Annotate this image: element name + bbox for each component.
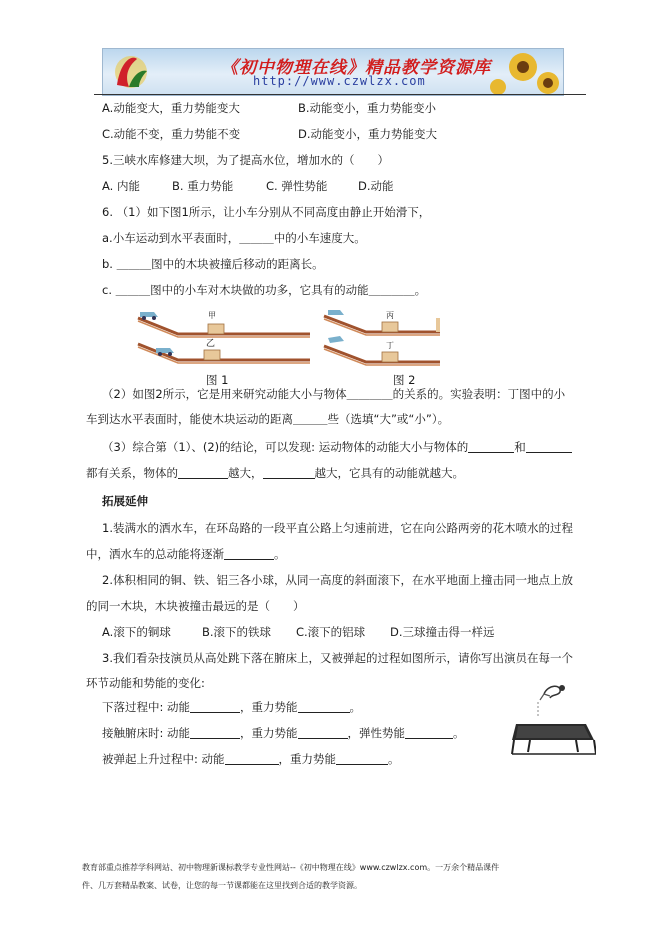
ramp-figure xyxy=(130,304,450,376)
q6-part3-text-a: （3）综合第（1）、(2)的结论，可以发现: 运动物体的动能大小与物体的 xyxy=(102,440,469,454)
q6-part2-line2: 车到达水平表面时，能使木块运动的距离＿＿＿些（选填“大”或“小”）。 xyxy=(86,412,450,426)
ext2-option-c: C.滚下的铝球 xyxy=(296,625,366,639)
ext1-period: 。 xyxy=(274,547,286,561)
q5-stem: 5.三峡水库修建大坝，为了提高水位，增加水的（ ） xyxy=(102,153,389,167)
q5-option-a: A. 内能 xyxy=(102,179,140,193)
q6-part3-text-c: 越大， xyxy=(228,466,263,480)
q6-part-b: b. ＿＿＿图中的木块被撞后移动的距离长。 xyxy=(102,257,324,271)
ext3-row-rise xyxy=(102,751,400,767)
ext3-row-fall xyxy=(102,699,361,715)
q5-option-b: B. 重力势能 xyxy=(172,179,234,193)
ext2-line1: 2.体积相同的铜、铁、铝三各小球，从同一高度的斜面滚下，在水平地面上撞击同一地点上放 xyxy=(102,573,573,587)
answer-blank[interactable] xyxy=(468,440,514,453)
q6-part2-line1: （2）如图2所示，它是用来研究动能大小与物体＿＿＿＿的关系的。实验表明：丁图中的小 xyxy=(102,387,566,401)
answer-blank[interactable] xyxy=(190,700,240,713)
trampoline-illustration xyxy=(510,682,596,762)
ramp-yi xyxy=(138,344,310,363)
q4-option-b: B.动能变小，重力势能变小 xyxy=(298,101,437,115)
header-divider xyxy=(94,94,586,95)
banner-title: 《初中物理在线》精品教学资源库 xyxy=(221,58,491,78)
answer-blank[interactable] xyxy=(190,726,240,739)
q5-option-d: D.动能 xyxy=(358,179,394,193)
q4-option-c: C.动能不变，重力势能不变 xyxy=(102,127,241,141)
ext3-row3-period: 。 xyxy=(388,752,400,766)
footer-line1: 教育部重点推荐学科网站、初中物理新课标教学专业性网站--《初中物理在线》www.czwlzx.com。一万余个精品课件 xyxy=(82,863,500,872)
fig-label-bing: 丙 xyxy=(386,311,394,320)
ext1-text: 中，洒水车的总动能将逐渐 xyxy=(86,547,224,561)
answer-blank[interactable] xyxy=(336,752,388,765)
answer-blank[interactable] xyxy=(405,726,453,739)
section-title: 拓展延伸 xyxy=(102,494,148,508)
header-banner xyxy=(102,48,564,96)
ext3-line1: 3.我们看杂技演员从高处跳下落在腑床上，又被弹起的过程如图所示，请你写出演员在每一个 xyxy=(102,651,573,665)
ext3-line2: 环节动能和势能的变化: xyxy=(86,676,205,690)
ext3-row2-label: 接触腑床时: 动能 xyxy=(102,726,191,740)
fig-label-yi: 乙 xyxy=(206,339,216,349)
ext3-row2-mid: ，重力势能 xyxy=(240,726,298,740)
q5-option-c: C. 弹性势能 xyxy=(266,179,328,193)
fig2-caption: 图 2 xyxy=(393,373,416,387)
banner-url: http://www.czwlzx.com xyxy=(253,74,426,88)
ext2-option-b: B.滚下的铁球 xyxy=(202,625,272,639)
answer-blank[interactable] xyxy=(298,726,348,739)
answer-blank[interactable] xyxy=(224,547,274,560)
ext3-row3-mid: ，重力势能 xyxy=(278,752,337,766)
q4-option-a: A.动能变大，重力势能变大 xyxy=(102,101,240,115)
fig1-caption: 图 1 xyxy=(206,373,229,387)
ext2-option-d: D.三球撞击得一样远 xyxy=(390,625,495,639)
q6-part3-text-d: 越大，它具有的动能就越大。 xyxy=(314,466,464,480)
ext3-row2-mid2: ，弹性势能 xyxy=(347,726,406,740)
ext3-row1-mid: ，重力势能 xyxy=(240,700,298,714)
q6-part3-line2 xyxy=(86,465,464,481)
q6-part-c: c. ＿＿＿图中的小车对木块做的功多，它具有的动能＿＿＿＿。 xyxy=(102,283,427,297)
ramp-jia xyxy=(138,312,310,337)
q6-part-a: a.小车运动到水平表面时，＿＿＿中的小车速度大。 xyxy=(102,231,366,245)
ext1-line1: 1.装满水的洒水车，在环岛路的一段平直公路上匀速前进，它在向公路两旁的花木喷水的过程 xyxy=(102,521,573,535)
answer-blank[interactable] xyxy=(298,700,350,713)
answer-blank[interactable] xyxy=(178,466,228,479)
ext1-line2 xyxy=(86,546,286,562)
performer-icon xyxy=(538,685,565,716)
ramp-bing xyxy=(324,310,440,335)
fig-label-ding: 丁 xyxy=(386,341,394,350)
fig-label-jia: 甲 xyxy=(208,311,216,320)
ext2-line2: 的同一木块，木块被撞击最远的是（ ） xyxy=(86,599,305,613)
footer-line2: 件、几万套精品教案、试卷，让您的每一节课都能在这里找到合适的教学资源。 xyxy=(82,881,362,890)
ext3-row2-period: 。 xyxy=(453,726,465,740)
q6-stem: 6. （1）如下图1所示，让小车分别从不同高度由静止开始滑下， xyxy=(102,205,431,219)
ext3-row1-label: 下落过程中: 动能 xyxy=(102,700,191,714)
answer-blank[interactable] xyxy=(263,466,315,479)
answer-blank[interactable] xyxy=(225,752,279,765)
ext3-row3-label: 被弹起上升过程中: 动能 xyxy=(102,752,225,766)
ext3-row1-period: 。 xyxy=(349,700,362,714)
q4-option-d: D.动能变小，重力势能变大 xyxy=(298,127,438,141)
ext2-option-a: A.滚下的铜球 xyxy=(102,625,171,639)
ext3-row-contact xyxy=(102,725,465,741)
answer-blank[interactable] xyxy=(526,440,572,453)
q6-part3-and: 和 xyxy=(514,440,526,454)
q6-part3-text-b: 都有关系，物体的 xyxy=(86,466,178,480)
q6-part3-line1 xyxy=(102,439,572,455)
ramp-ding xyxy=(324,336,440,365)
